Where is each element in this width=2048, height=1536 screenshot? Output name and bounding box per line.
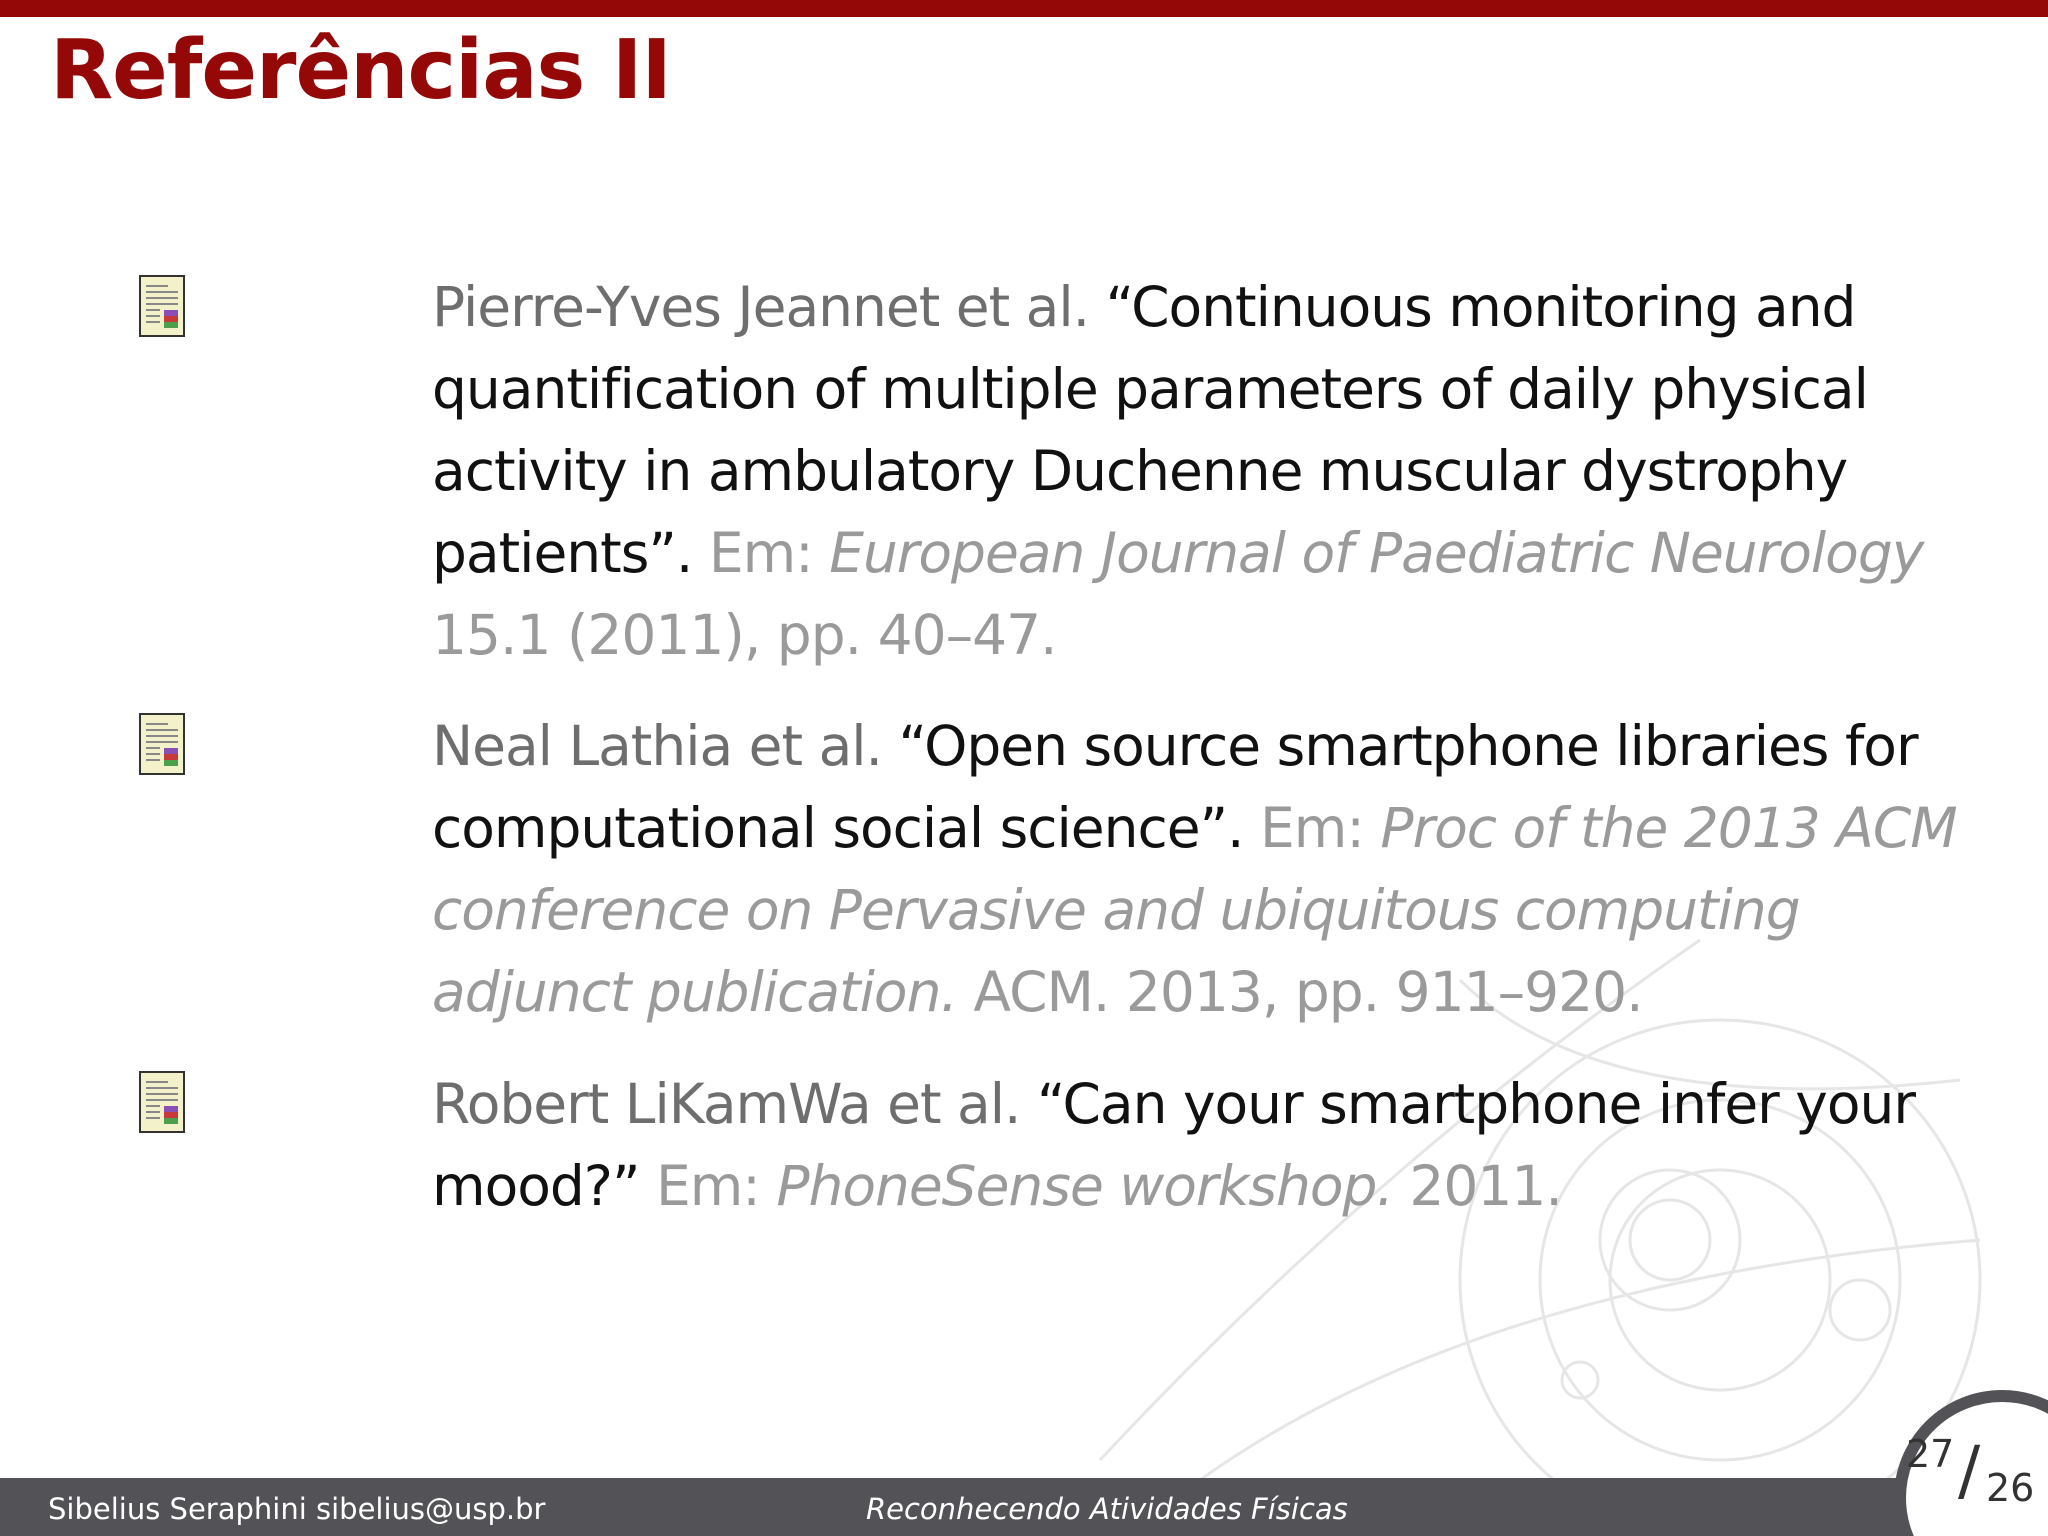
document-icon <box>138 274 186 338</box>
reference-title: “Open source smartphone libraries for computational social science”. <box>432 714 1918 860</box>
reference-em: Em: <box>708 521 813 585</box>
footer-author: Sibelius Seraphini <box>48 1492 307 1526</box>
reference-details: 15.1 (2011), pp. 40–47. <box>432 603 1057 667</box>
reference-venue: PhoneSense workshop. <box>776 1154 1393 1218</box>
reference-venue: European Journal of Paediatric Neurology <box>829 521 1924 585</box>
page-current: 27 <box>1906 1432 1955 1476</box>
page-separator: / <box>1958 1432 1981 1509</box>
reference-details: ACM. 2013, pp. 911–920. <box>973 960 1643 1024</box>
reference-authors: Robert LiKamWa et al. <box>432 1072 1021 1136</box>
reference-item <box>432 705 1992 1033</box>
reference-details: 2011. <box>1409 1154 1562 1218</box>
top-accent-bar <box>0 0 2048 17</box>
footer-email: sibelius@usp.br <box>316 1492 546 1526</box>
slide-title: Referências II <box>50 23 671 118</box>
reference-item <box>432 1063 1992 1227</box>
footer-talk-title: Reconhecendo Atividades Físicas <box>866 1492 1348 1526</box>
reference-title: “Continuous monitoring and quantification of multiple parameters of daily physical activity in ambulatory Duchenne muscular dystrophy patients”. <box>432 275 1868 585</box>
reference-authors: Neal Lathia et al. <box>432 714 883 778</box>
reference-authors: Pierre-Yves Jeannet et al. <box>432 275 1090 339</box>
page-total: 26 <box>1986 1466 2035 1510</box>
reference-venue: Proc of the 2013 ACM conference on Pervasive and ubiquitous computing adjunct publication. <box>432 796 1957 1024</box>
document-icon <box>138 1070 186 1134</box>
reference-item <box>432 266 1992 676</box>
document-icon <box>138 712 186 776</box>
reference-em: Em: <box>1260 796 1364 860</box>
footer-bar <box>0 1478 2048 1536</box>
reference-title: “Can your smartphone infer your mood?” <box>432 1072 1915 1218</box>
reference-em: Em: <box>655 1154 760 1218</box>
